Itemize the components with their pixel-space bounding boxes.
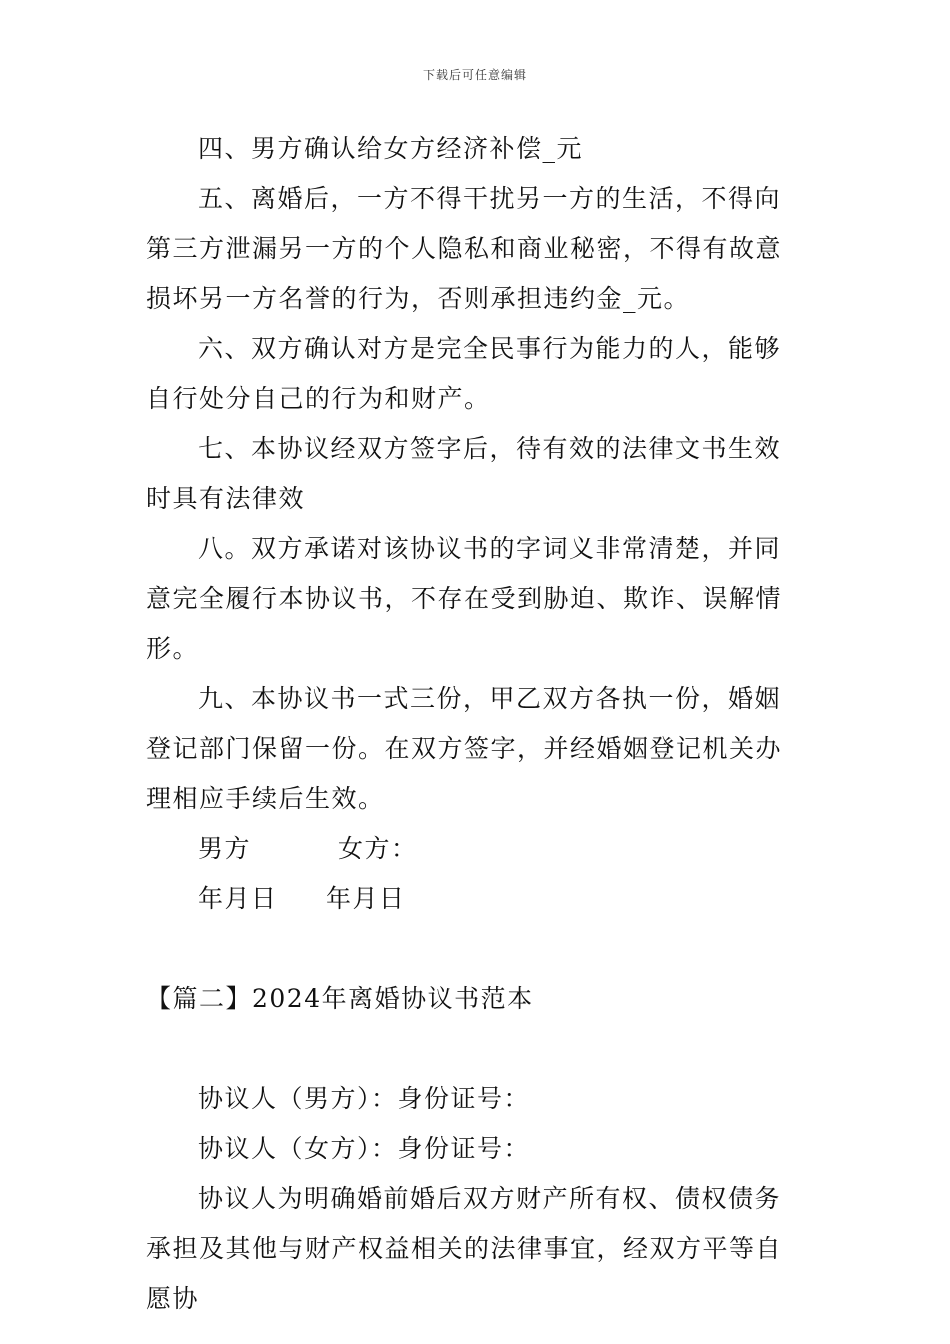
party-female-line: 协议人（女方）：身份证号： (198, 1134, 531, 1163)
female-signature-label: 女方： (338, 834, 418, 863)
male-date-label: 年月日 (198, 884, 278, 913)
section-two-intro: 协议人为明确婚前婚后双方财产所有权、债权债务承担及其他与财产权益相关的法律事宜，经双方平等自愿协 (146, 1184, 783, 1313)
spacer (146, 1024, 806, 1074)
clause-8: 八。双方承诺对该协议书的字词义非常清楚，并同意完全履行本协议书，不存在受到胁迫、欺诈、误解情形。 (146, 534, 783, 663)
date-row (146, 874, 806, 924)
clause-9: 九、本协议书一式三份，甲乙双方各执一份，婚姻登记部门保留一份。在双方签字，并经婚姻登记机关办理相应手续后生效。 (146, 684, 783, 813)
clause-6: 六、双方确认对方是完全民事行为能力的人，能够自行处分自己的行为和财产。 (146, 334, 782, 413)
spacer (146, 924, 806, 974)
signature-row (146, 824, 806, 874)
clause-4: 四、男方确认给女方经济补偿_元 (198, 134, 584, 163)
clause-7: 七、本协议经双方签字后，待有效的法律文书生效时具有法律效 (146, 434, 782, 513)
page-header-note: 下载后可任意编辑 (422, 68, 527, 82)
party-male-line: 协议人（男方）：身份证号： (198, 1084, 531, 1113)
male-signature-label: 男方 (198, 834, 252, 863)
female-date-label: 年月日 (326, 884, 406, 913)
clause-5: 五、离婚后，一方不得干扰另一方的生活，不得向第三方泄漏另一方的个人隐私和商业秘密，不得有故意损坏另一方名誉的行为，否则承担违约金_元。 (146, 184, 783, 313)
document-body (146, 124, 806, 1324)
section-two-title: 【篇二】2024年离婚协议书范本 (146, 984, 534, 1013)
